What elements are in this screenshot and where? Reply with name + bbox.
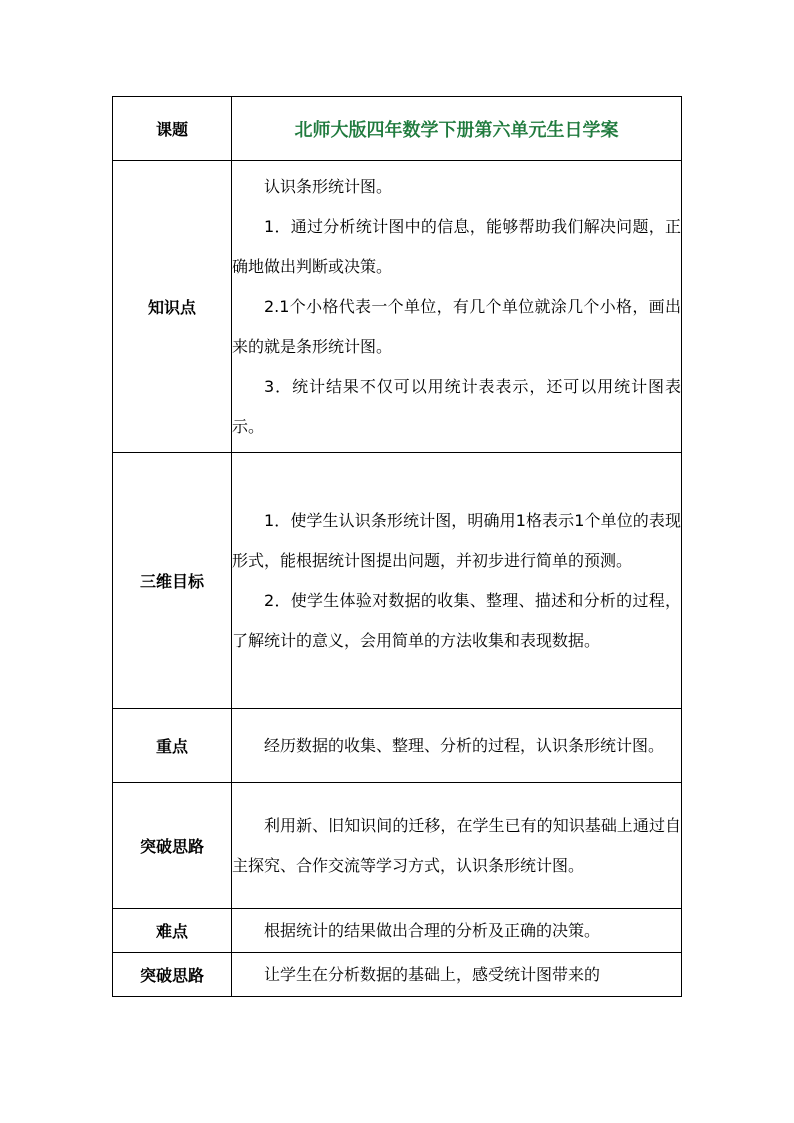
knowledge-paragraph: 1．通过分析统计图中的信息，能够帮助我们解决问题，正确地做出判断或决策。 [232,216,681,276]
key-point-content [232,709,682,783]
knowledge-label: 知识点 [113,161,232,453]
goals-row [113,453,682,709]
knowledge-paragraph: 2.1个小格代表一个单位，有几个单位就涂几个小格，画出来的就是条形统计图。 [232,296,681,356]
goals-paragraph: 2．使学生体验对数据的收集、整理、描述和分析的过程，了解统计的意义，会用简单的方法收集和表现数据。 [232,590,681,650]
knowledge-content [232,161,682,453]
key-point-label: 重点 [113,709,232,783]
key-approach-label: 突破思路 [113,783,232,909]
knowledge-paragraph: 3．统计结果不仅可以用统计表表示，还可以用统计图表示。 [232,376,681,436]
knowledge-paragraph: 认识条形统计图。 [264,176,393,196]
goals-paragraph: 1．使学生认识条形统计图，明确用1格表示1个单位的表现形式，能根据统计图提出问题，并初步进行简单的预测。 [232,510,681,570]
title-label: 课题 [113,97,232,161]
difficulty-approach-label: 突破思路 [113,953,232,997]
difficulty-approach-row [113,953,682,997]
difficulty-label: 难点 [113,909,232,953]
lesson-plan-table [112,96,682,997]
key-approach-paragraph: 利用新、旧知识间的迁移，在学生已有的知识基础上通过自主探究、合作交流等学习方式，认识条形统计图。 [232,815,681,875]
title-row [113,97,682,161]
key-point-row [113,709,682,783]
difficulty-approach-content [232,953,682,997]
difficulty-content [232,909,682,953]
goals-label: 三维目标 [113,453,232,709]
key-approach-row [113,783,682,909]
difficulty-row [113,909,682,953]
key-approach-content [232,783,682,909]
knowledge-row [113,161,682,453]
goals-content [232,453,682,709]
difficulty-approach-paragraph: 让学生在分析数据的基础上，感受统计图带来的 [264,964,601,984]
difficulty-paragraph: 根据统计的结果做出合理的分析及正确的决策。 [264,920,601,940]
lesson-title: 北师大版四年数学下册第六单元生日学案 [232,97,682,161]
key-point-paragraph: 经历数据的收集、整理、分析的过程，认识条形统计图。 [264,735,665,755]
